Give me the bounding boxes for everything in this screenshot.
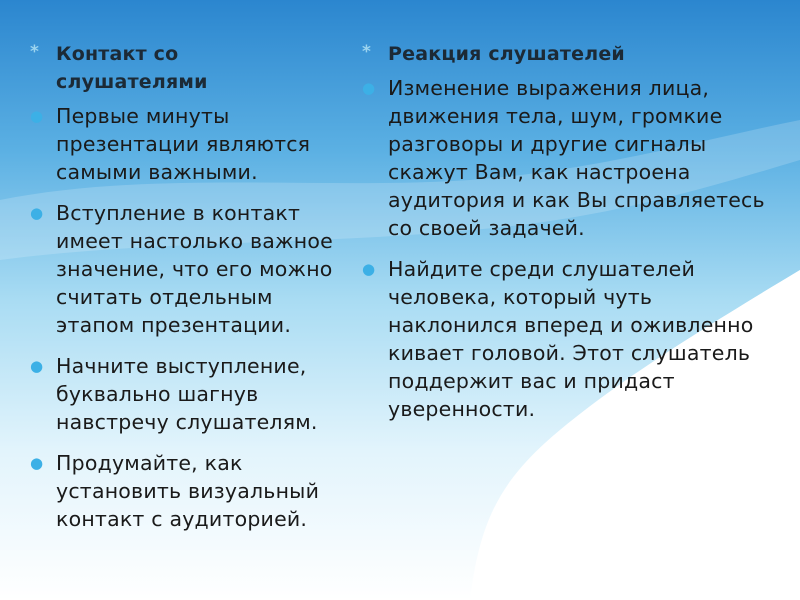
header-text: Контакт со слушателями	[56, 43, 208, 93]
list-item	[362, 255, 782, 423]
dot-bullet-icon: ●	[30, 454, 44, 472]
right-column-header	[362, 40, 782, 68]
left-column-header	[30, 40, 335, 96]
list-item	[30, 449, 335, 533]
list-item-text: Продумайте, как установить визуальный контакт с аудиторией.	[56, 451, 320, 531]
list-item	[30, 102, 335, 186]
list-item-text: Изменение выражения лица, движения тела, шум, громкие разговоры и другие сигналы скажут Вам, как настроена аудитория и как Вы справляетесь со своей задачей.	[388, 76, 765, 240]
list-item	[362, 74, 782, 242]
list-item-text: Вступление в контакт имеет настолько важное значение, что его можно считать отдельным этапом презентации.	[56, 201, 333, 337]
list-item-text: Найдите среди слушателей человека, который чуть наклонился вперед и оживленно кивает головой. Этот слушатель поддержит вас и придаст уверенности.	[388, 257, 754, 421]
right-column	[362, 40, 782, 436]
dot-bullet-icon: ●	[30, 204, 44, 222]
asterisk-bullet-icon: *	[362, 42, 372, 62]
list-item	[30, 352, 335, 436]
list-item-text: Первые минуты презентации являются самыми важными.	[56, 104, 311, 184]
list-item	[30, 199, 335, 339]
asterisk-bullet-icon: *	[30, 42, 40, 62]
header-text: Реакция слушателей	[388, 43, 625, 65]
dot-bullet-icon: ●	[362, 79, 376, 97]
dot-bullet-icon: ●	[30, 107, 44, 125]
list-item-text: Начните выступление, буквально шагнув навстречу слушателям.	[56, 354, 318, 434]
dot-bullet-icon: ●	[30, 357, 44, 375]
dot-bullet-icon: ●	[362, 260, 376, 278]
left-column	[30, 40, 335, 546]
